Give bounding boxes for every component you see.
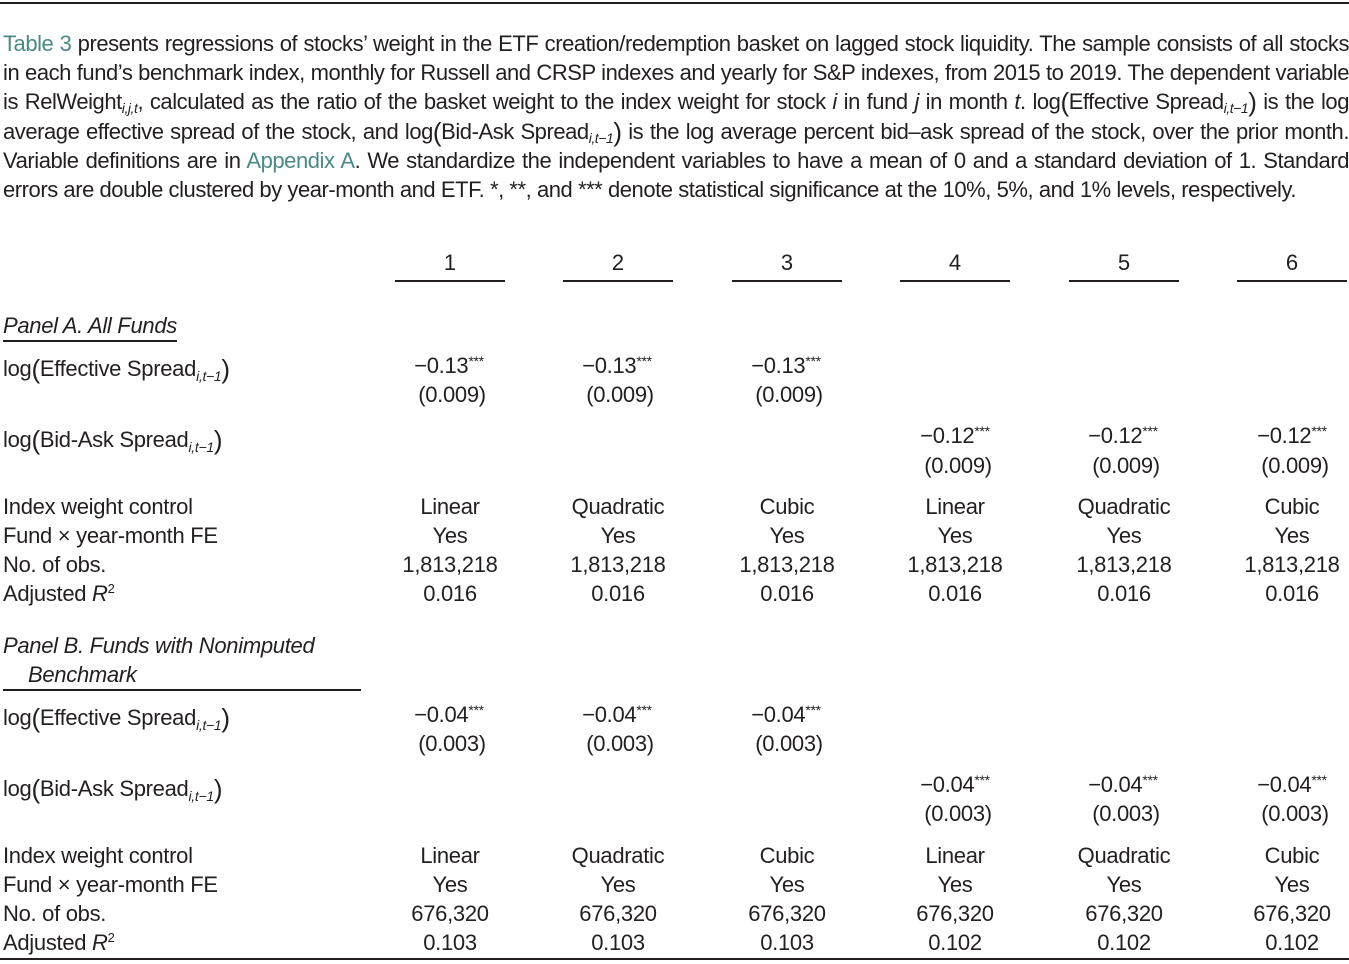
index-weight-cell: Cubic bbox=[1264, 843, 1320, 868]
se-cell: (0.003) bbox=[924, 801, 992, 826]
row-label-bid-ask-spread: log(Bid-Ask Spread$_{i,t-1}$) bbox=[3, 425, 223, 455]
obs-cell: 1,813,218 bbox=[402, 552, 498, 577]
row-label-index-weight: Index weight control bbox=[3, 843, 193, 868]
index-weight-cell: Quadratic bbox=[1077, 843, 1171, 868]
se-cell: (0.003) bbox=[1261, 801, 1329, 826]
row-label-adj-r2: Adjusted $R^2$ bbox=[3, 581, 115, 606]
fund-fe-cell: Yes bbox=[432, 523, 468, 548]
adj-r2-cell: 0.102 bbox=[1097, 930, 1151, 955]
coef-cell: −0.12*** bbox=[920, 423, 990, 448]
column-header-6: 6 bbox=[1237, 248, 1347, 282]
coef-cell: −0.04*** bbox=[582, 702, 652, 727]
fund-fe-cell: Yes bbox=[600, 872, 636, 897]
obs-cell: 1,813,218 bbox=[570, 552, 666, 577]
obs-cell: 676,320 bbox=[411, 901, 489, 926]
appendix-a-link[interactable]: Appendix A bbox=[246, 147, 355, 173]
adj-r2-cell: 0.102 bbox=[1265, 930, 1319, 955]
adj-r2-cell: 0.016 bbox=[423, 581, 477, 606]
index-weight-cell: Linear bbox=[420, 843, 480, 868]
se-cell: (0.009) bbox=[1092, 453, 1160, 478]
coef-cell: −0.13*** bbox=[414, 353, 484, 378]
obs-cell: 1,813,218 bbox=[1076, 552, 1172, 577]
coef-cell: −0.13*** bbox=[751, 353, 821, 378]
index-weight-cell: Cubic bbox=[759, 494, 815, 519]
row-label-effective-spread: log(Effective Spread$_{i,t-1}$) bbox=[3, 354, 230, 384]
coef-cell: −0.13*** bbox=[582, 353, 652, 378]
column-header-5: 5 bbox=[1069, 248, 1179, 282]
coef-cell: −0.04*** bbox=[1088, 772, 1158, 797]
adj-r2-cell: 0.016 bbox=[928, 581, 982, 606]
index-weight-cell: Linear bbox=[925, 494, 985, 519]
adj-r2-cell: 0.016 bbox=[1097, 581, 1151, 606]
row-label-fund-fe: Fund × year-month FE bbox=[3, 523, 218, 548]
se-cell: (0.009) bbox=[924, 453, 992, 478]
se-cell: (0.009) bbox=[755, 382, 823, 407]
se-cell: (0.009) bbox=[586, 382, 654, 407]
top-rule bbox=[0, 2, 1349, 4]
obs-cell: 676,320 bbox=[579, 901, 657, 926]
panel-a-title: Panel A. All Funds bbox=[3, 311, 177, 342]
obs-cell: 676,320 bbox=[1253, 901, 1331, 926]
row-label-fund-fe: Fund × year-month FE bbox=[3, 872, 218, 897]
column-header-4: 4 bbox=[900, 248, 1010, 282]
index-weight-cell: Linear bbox=[420, 494, 480, 519]
table-3-link[interactable]: Table 3 bbox=[3, 31, 72, 56]
row-label-effective-spread: log(Effective Spread$_{i,t-1}$) bbox=[3, 703, 230, 733]
fund-fe-cell: Yes bbox=[1106, 872, 1142, 897]
obs-cell: 1,813,218 bbox=[739, 552, 835, 577]
index-weight-cell: Quadratic bbox=[1077, 494, 1171, 519]
table-caption: Table 3 presents regressions of stocks’ weight in the ETF creation/redemption basket on lagged stock liquidity. The sample consists of all stocks in each fund’s benchmark index, monthly for Russell and CRSP indexes and yearly for S&P indexes, from 2015 to 2019. The dependent variable is RelWeight$_{i,j,t}$, calculated as the ratio of the basket weight to the index weight for stock i in fund j in month t. log(Effective Spread$_{i,t-1}$) is the log average effective spread of the stock, and log(Bid-Ask Spread$_{i,t-1}$) is the log average percent bid–ask spread of the stock, over the prior month. Variable definitions are in Appendix A. We standardize the independent variables to have a mean of 0 and a standard deviation of 1. Standard errors are double clustered by year-month and ETF. *, **, and *** denote statistical significance at the 10%, 5%, and 1% levels, respectively. bbox=[3, 31, 1349, 203]
adj-r2-cell: 0.103 bbox=[760, 930, 814, 955]
column-header-1: 1 bbox=[395, 248, 505, 282]
adj-r2-cell: 0.103 bbox=[423, 930, 477, 955]
fund-fe-cell: Yes bbox=[769, 523, 805, 548]
coef-cell: −0.04*** bbox=[1257, 772, 1327, 797]
obs-cell: 676,320 bbox=[1085, 901, 1163, 926]
row-label-obs: No. of obs. bbox=[3, 901, 107, 926]
index-weight-cell: Cubic bbox=[759, 843, 815, 868]
adj-r2-cell: 0.016 bbox=[760, 581, 814, 606]
fund-fe-cell: Yes bbox=[937, 872, 973, 897]
se-cell: (0.003) bbox=[586, 731, 654, 756]
fund-fe-cell: Yes bbox=[769, 872, 805, 897]
se-cell: (0.009) bbox=[418, 382, 486, 407]
panel-b-title: Panel B. Funds with Nonimputed Benchmark bbox=[3, 631, 361, 691]
index-weight-cell: Quadratic bbox=[571, 843, 665, 868]
obs-cell: 1,813,218 bbox=[907, 552, 1003, 577]
bottom-rule bbox=[0, 958, 1349, 960]
fund-fe-cell: Yes bbox=[1274, 872, 1310, 897]
fund-fe-cell: Yes bbox=[1274, 523, 1310, 548]
se-cell: (0.003) bbox=[755, 731, 823, 756]
se-cell: (0.003) bbox=[1092, 801, 1160, 826]
index-weight-cell: Linear bbox=[925, 843, 985, 868]
coef-cell: −0.12*** bbox=[1088, 423, 1158, 448]
adj-r2-cell: 0.016 bbox=[1265, 581, 1319, 606]
fund-fe-cell: Yes bbox=[432, 872, 468, 897]
column-header-2: 2 bbox=[563, 248, 673, 282]
obs-cell: 676,320 bbox=[748, 901, 826, 926]
row-label-bid-ask-spread: log(Bid-Ask Spread$_{i,t-1}$) bbox=[3, 774, 223, 804]
coef-cell: −0.12*** bbox=[1257, 423, 1327, 448]
row-label-index-weight: Index weight control bbox=[3, 494, 193, 519]
index-weight-cell: Quadratic bbox=[571, 494, 665, 519]
coef-cell: −0.04*** bbox=[414, 702, 484, 727]
column-header-3: 3 bbox=[732, 248, 842, 282]
fund-fe-cell: Yes bbox=[937, 523, 973, 548]
row-label-obs: No. of obs. bbox=[3, 552, 107, 577]
index-weight-cell: Cubic bbox=[1264, 494, 1320, 519]
adj-r2-cell: 0.103 bbox=[591, 930, 645, 955]
obs-cell: 676,320 bbox=[916, 901, 994, 926]
adj-r2-cell: 0.102 bbox=[928, 930, 982, 955]
fund-fe-cell: Yes bbox=[1106, 523, 1142, 548]
row-label-adj-r2: Adjusted $R^2$ bbox=[3, 930, 115, 955]
obs-cell: 1,813,218 bbox=[1244, 552, 1340, 577]
fund-fe-cell: Yes bbox=[600, 523, 636, 548]
se-cell: (0.009) bbox=[1261, 453, 1329, 478]
adj-r2-cell: 0.016 bbox=[591, 581, 645, 606]
se-cell: (0.003) bbox=[418, 731, 486, 756]
coef-cell: −0.04*** bbox=[920, 772, 990, 797]
coef-cell: −0.04*** bbox=[751, 702, 821, 727]
